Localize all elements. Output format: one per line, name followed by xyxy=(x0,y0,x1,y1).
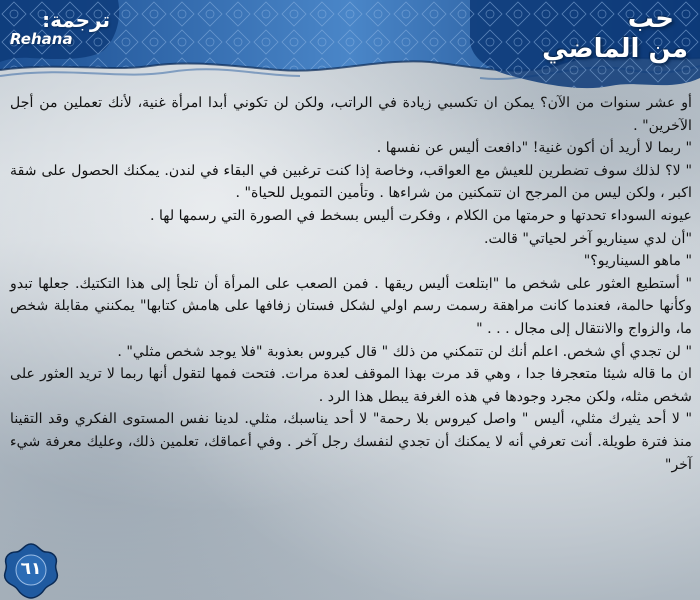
paragraph: " لا؟ لذلك سوف تضطرين للعيش مع العواقب، وخاصة إذا كنت ترغبين في البقاء في لندن. يمكنك الحصول على شقة اكبر ، ولكن ليس من المرجح ان تتمكنين من شراءها . وتأمين التمويل للحياة" . xyxy=(10,162,692,202)
paragraph: أو عشر سنوات من الآن؟ يمكن ان تكسبي زيادة في الراتب، ولكن لن تكوني أبدا امرأة غنية، لأنك تعملين من أجل الآخرين" . xyxy=(10,95,692,134)
body-text xyxy=(10,92,692,476)
page-number: ٦١ xyxy=(20,559,42,579)
title-line-2: من الماضي xyxy=(542,34,688,64)
paragraph: " لا أحد يثيرك مثلي، أليس " واصل كيروس بلا رحمة" لا أحد يناسبك، مثلي. لدينا نفس المستوى الفكري وقد التقينا منذ فترة طويلة. أنت تعرفي أنه لا يمكنك أن تجدي لنفسك رجل آخر . وفي أعماقك، تعلمين ذلك، وعليك معرفة شيء آخر" xyxy=(10,411,692,473)
translator-label: ترجمة: xyxy=(42,8,110,32)
paragraph: " ربما لا أريد أن أكون غنية! "دافعت أليس عن نفسها . xyxy=(376,140,692,157)
paragraph: " أستطيع العثور على شخص ما "ابتلعت أليس ريقها . فمن الصعب على المرأة أن تلجأ إلى هذا التكتيك. جعلها تبدو وكأنها حالمة، فعندما كانت مراهقة رسمت رسم اولي لشكل فستان زفافها على هامش كتابها" يمكنني مقابلة شخص ما، والزواج والانتقال إلى مجال . . . " xyxy=(10,275,692,337)
translator-name: Rehana xyxy=(10,30,73,48)
header-banner xyxy=(0,0,700,92)
chapter-title xyxy=(542,4,688,64)
title-line-1: حب xyxy=(627,4,674,34)
paragraph: ان ما قاله شيئا متعجرفا جدا ، وهي قد مرت بهذا الموقف لعدة مرات. فتحت فمها لتقول أنها ربما لا تريد العثور على شخص مثله، ولكن مجرد وجودها في هذه الغرفة يبطل هذا الرد . xyxy=(10,366,692,405)
paragraph: " ماهو السيناريو؟" xyxy=(583,253,692,270)
paragraph: " لن تجدي أي شخص. اعلم أنك لن تتمكني من ذلك " قال كيروس بعذوبة "فلا يوجد شخص مثلي" . xyxy=(117,343,692,360)
paragraph: "أن لدي سيناريو آخر لحياتي" قالت. xyxy=(483,230,692,247)
page-number-badge xyxy=(0,540,62,600)
translator-credit xyxy=(10,8,110,48)
paragraph: عيونه السوداء تحدتها و حرمتها من الكلام ، وفكرت أليس بسخط في الصورة التي رسمها لها . xyxy=(149,207,692,224)
